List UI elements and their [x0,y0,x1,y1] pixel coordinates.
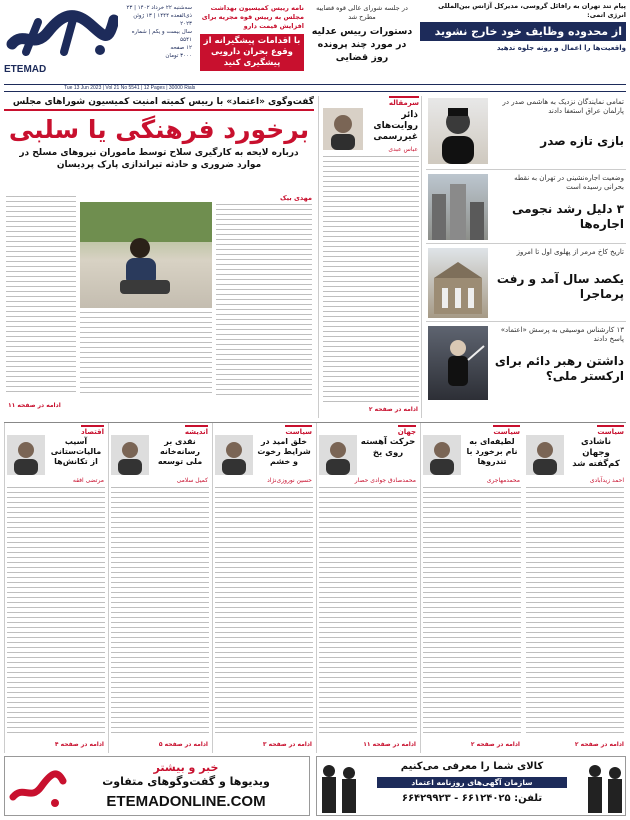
column-5-title[interactable]: لطیفه‌ای به نام برخورد با تندروها [466,437,518,466]
masthead-bar-text: Tue 13 Jun 2023 | Vol 21 No 5541 | 12 Pages | 30000 Rials [64,85,196,91]
ad-right-line1: کالای شما را معرفی می‌کنیم [400,761,544,772]
column-3-body [215,487,313,735]
column-1-author: مرتضی افقه [72,477,104,484]
column-4 [316,423,418,753]
conductor-icon [428,326,488,400]
top-middle-teaser[interactable] [310,4,414,84]
column-5-more[interactable]: ادامه در صفحه ۲ [470,741,520,748]
top-left-teaser[interactable] [200,4,304,84]
top-right-kicker: پیام تند تهران به رافائل گروسی، مدیرکل آژانس بین‌المللی انرژی اتمی: [438,2,626,19]
ad-advertising[interactable] [316,756,626,816]
author-photo-abdi [323,108,363,150]
column-1-title[interactable]: آسیب مالیات‌ستانی از تکانش‌ها [50,437,102,466]
author-photo-4 [319,435,357,475]
right-item-4-headline: داشتن رهبر دائم برای ارکستر ملی؟ [494,354,624,383]
column-2-body [111,487,209,735]
photo-park-scene [80,202,212,308]
main-headline[interactable]: برخورد فرهنگی یا سلبی [8,115,310,144]
column-3-title[interactable]: خلق امید در شرایط رخوت و خشم [257,437,311,466]
column-4-title[interactable]: حرکت آهسته روی یخ [360,437,416,458]
ad-website[interactable]: ETEMADONLINE.COM [106,793,266,810]
ad-phone[interactable]: تلفن: ۶۶۱۲۴۰۲۵ - ۶۶۴۲۹۹۲۳ [401,793,543,804]
column-6 [524,423,626,753]
price: ۳۰۰۰ تومان [165,53,192,59]
column-3-author: حسین نوروزی‌نژاد [267,477,312,484]
person-icon [526,435,564,475]
palace-icon [428,248,488,318]
person-silhouette-icon [428,98,488,164]
column-2-more[interactable]: ادامه در صفحه ۵ [158,741,208,748]
column-1-more[interactable]: ادامه در صفحه ۴ [54,741,104,748]
column-5 [420,423,522,753]
column-5-author: محمدمهاجری [486,477,520,484]
right-item-1[interactable] [426,96,626,170]
right-item-2-kicker: وضعیت اجاره‌نشینی در تهران به نقطه بحرانی رسیده است [514,174,624,191]
opinion-title[interactable]: ذائر روایت‌های غیررسمی [373,110,418,142]
photo-orchestra [428,326,488,400]
right-column [426,96,626,416]
top-middle-kicker: در جلسه شورای عالی قوه قضاییه مطرح شد [316,4,408,21]
column-2 [108,423,210,753]
column-3-section: سیاست [285,425,312,436]
columns-row [4,422,626,752]
ad-right-line2: سازمان آگهی‌های روزنامه اعتماد [377,777,567,788]
opinion-tag: سرمقاله [389,96,419,107]
newspaper-logo [4,2,118,62]
column-2-author: کمیل سلامی [176,477,208,484]
logo-calligraphy-icon [4,2,118,62]
person-icon [323,108,363,150]
right-item-3-headline: یکصد سال آمد و رفت پرماجرا [496,272,624,301]
column-4-body [319,487,417,735]
person-icon [215,435,253,475]
ad-online[interactable] [4,756,310,816]
masthead [0,0,630,92]
column-2-section: اندیشه [185,425,208,436]
column-4-author: محمدصادق جوادی حصار [354,477,416,484]
right-item-3-kicker: تاریخ کاخ مرمر از پهلوی اول تا امروز [516,248,624,256]
opinion-author: عباس عبدی [388,146,418,153]
main-reporter: مهدی بیک [279,194,312,202]
column-6-title[interactable]: ناشادی وجهان کم‌گفته شد [572,437,620,469]
top-left-headline: با اقدامات پیشگیرانه از وقوع بحران دارویی پیشگیری کنید [200,34,304,71]
person-icon [319,435,357,475]
right-item-2[interactable] [426,172,626,244]
top-right-headline: از محدوده وظایف خود خارج نشوید [420,22,626,41]
photo-cleric [428,98,488,164]
author-photo-3 [215,435,253,475]
logo-calligraphy-icon [9,761,67,813]
column-6-author: احمد زیدآبادی [589,477,624,484]
right-item-3[interactable] [426,246,626,322]
main-overline[interactable]: گفت‌وگوی «اعتماد» با رییس کمیته امنیت کمیسیون شوراهای مجلس [4,96,314,111]
issue-info-box [120,4,192,76]
main-more[interactable]: ادامه در صفحه ۱۱ [8,402,61,409]
ad-logo [9,761,67,813]
main-subhead: درباره لایحه به کارگیری سلاح توسط ماموران نیروهای مسلح در موارد ضروری و حادثه تیراندازی پارک پردیسان [19,148,299,170]
right-item-1-kicker: تمامی نمایندگان نزدیک به هاشمی صدر در پارلمان عراق استعفا دادند [502,98,624,115]
author-photo-5 [423,435,461,475]
author-photo-1 [7,435,45,475]
column-4-section: جهان [398,425,416,436]
top-right-teaser[interactable] [420,2,626,86]
logo-block [4,2,118,80]
column-6-more[interactable]: ادامه در صفحه ۲ [574,741,624,748]
author-photo-6 [526,435,564,475]
top-middle-headline: دستورات رییس عدلیه در مورد چند پرونده روز قضایی [311,26,413,63]
column-3 [212,423,314,753]
column-6-section: سیاست [597,425,624,436]
column-1-body [7,487,105,735]
author-photo-2 [111,435,149,475]
main-body-center [80,312,212,396]
scene-icon [80,202,212,308]
column-2-title[interactable]: نقدی بر رسانه‌خانه ملی توسعه [157,437,203,466]
column-5-section: سیاست [493,425,520,436]
ad-left-line1: خبر و بیشتر [153,761,219,774]
opinion-more[interactable]: ادامه در صفحه ۲ [368,406,418,413]
person-icon [111,435,149,475]
column-4-more[interactable]: ادامه در صفحه ۱۱ [363,741,416,748]
latin-name: ETEMAD [4,64,47,75]
ad-left-line2: ویدیوها و گفت‌وگوهای متفاوت [102,775,270,788]
main-body-right [216,204,312,396]
page-count: ۱۲ صفحه [170,45,192,51]
masthead-bar [4,84,626,92]
opinion-body [323,156,419,404]
column-1-section: اقتصاد [81,425,104,436]
main-body-left [6,196,76,396]
buildings-icon [428,174,488,240]
main-story [4,96,314,418]
column-5-body [423,487,521,735]
photo-palace [428,248,488,318]
person-icon [423,435,461,475]
opinion-column [318,96,422,418]
column-3-more[interactable]: ادامه در صفحه ۳ [262,741,312,748]
right-item-1-headline: بازی تازه صدر [540,134,624,148]
person-icon [7,435,45,475]
right-item-4[interactable] [426,324,626,404]
issue-info: سال بیست و یکم | شماره ۵۵۴۱ [131,29,192,43]
photo-buildings [428,174,488,240]
top-left-kicker: نامه رییس کمیسیون بهداشت مجلس به رییس قوه مجریه برای افزایش قیمت دارو [201,4,304,30]
right-item-4-kicker: ۱۳ کارشناس موسیقی به پرسش «اعتماد» پاسخ دادند [500,326,624,343]
date-info: سه‌شنبه ۲۲ خرداد ۱۴۰۲ | ۲۳ ذی‌القعده ۱۴۴۴ | ۱۳ ژوئن ۲۰۲۳ [126,5,192,27]
right-item-2-headline: ۳ دلیل رشد نجومی اجاره‌ها [511,202,624,231]
top-right-sub: واقعیت‌ها را اعمال و رونه جلوه ندهید [496,44,626,52]
column-6-body [526,487,624,735]
column-1 [4,423,106,753]
